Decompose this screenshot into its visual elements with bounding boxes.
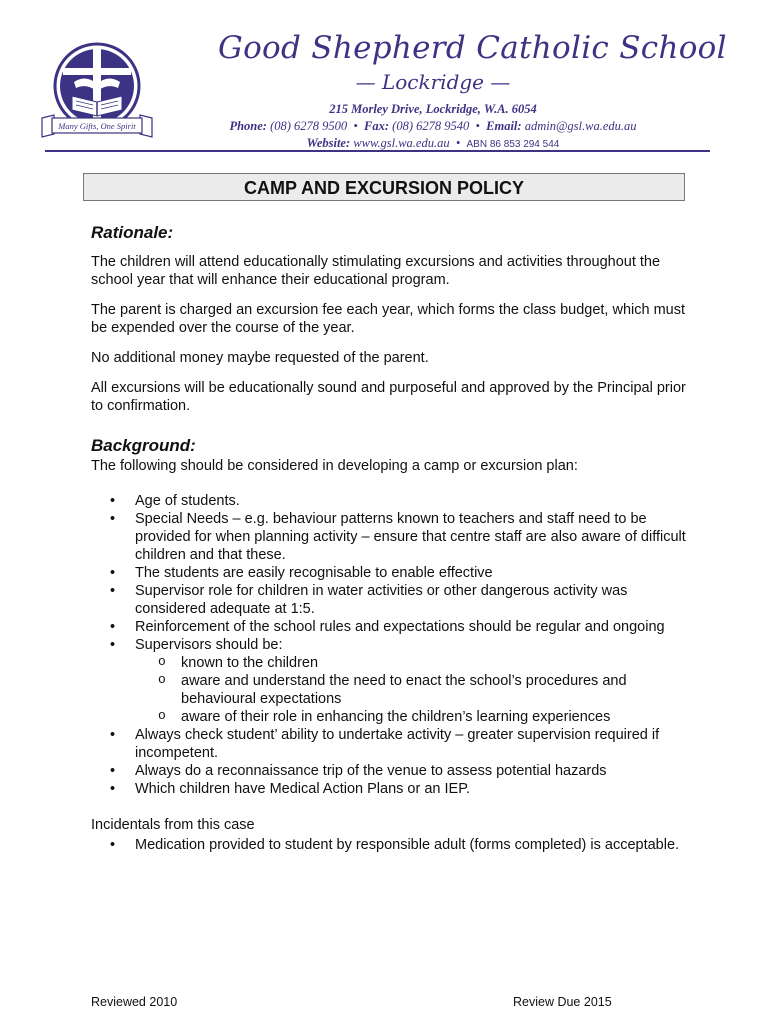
contact-line: Phone: (08) 6278 9500 • Fax: (08) 6278 9540 • Email: admin@gsl.wa.edu.au xyxy=(229,119,637,133)
list-item-label: Supervisors should be: xyxy=(135,637,283,653)
background-list xyxy=(91,492,691,798)
rationale-paragraph: All excursions will be educationally sound and purposeful and approved by the Principal prior to confirmation. xyxy=(91,380,686,414)
website-url[interactable]: www.gsl.wa.edu.au xyxy=(353,136,450,150)
rationale-paragraph: The children will attend educationally stimulating excursions and activities throughout the school year that will enhance their educational program. xyxy=(91,254,661,288)
sublist-item: o aware of their role in enhancing the children’s learning experiences xyxy=(181,708,691,726)
phone-number: (08) 6278 9500 xyxy=(270,119,348,133)
email-label: Email: xyxy=(486,119,522,133)
list-item: • Medication provided to student by responsible adult (forms completed) is acceptable. xyxy=(135,836,691,854)
sublist-item: o known to the children xyxy=(181,654,691,672)
email-address[interactable]: admin@gsl.wa.edu.au xyxy=(524,119,637,133)
review-due-date: Review Due 2015 xyxy=(513,995,612,1009)
list-item: • Reinforcement of the school rules and expectations should be regular and ongoing xyxy=(135,618,691,636)
rationale-heading: Rationale: xyxy=(91,223,174,242)
school-address: 215 Morley Drive, Lockridge, W.A. 6054 xyxy=(329,102,537,116)
fax-number: (08) 6278 9540 xyxy=(392,119,470,133)
background-heading: Background: xyxy=(91,436,196,455)
background-intro: The following should be considered in developing a camp or excursion plan: xyxy=(91,458,578,474)
school-crest-logo xyxy=(38,38,156,142)
header-divider xyxy=(45,150,710,152)
list-item: • Always do a reconnaissance trip of the venue to assess potential hazards xyxy=(135,762,691,780)
rationale-paragraph: The parent is charged an excursion fee each year, which forms the class budget, which must be expended over the course of the year. xyxy=(91,302,686,336)
list-item: • Supervisor role for children in water activities or other dangerous activity was considered adequate at 1:5. xyxy=(135,582,691,618)
list-item: • Age of students. xyxy=(135,492,691,510)
list-item: • Special Needs – e.g. behaviour patterns known to teachers and staff need to be provided for when planning activity – ensure that centre staff are also aware of difficult children and that these. xyxy=(135,510,691,564)
school-suburb: — Lockridge — xyxy=(355,70,511,94)
policy-title: CAMP AND EXCURSION POLICY xyxy=(83,173,685,201)
incidentals-intro: Incidentals from this case xyxy=(91,817,255,833)
list-item-supervisors xyxy=(135,636,691,726)
website-label: Website: xyxy=(306,136,351,150)
reviewed-date: Reviewed 2010 xyxy=(91,995,178,1009)
supervisor-sublist xyxy=(135,654,691,726)
abn-number: ABN 86 853 294 544 xyxy=(466,139,560,150)
policy-body xyxy=(91,222,691,854)
sublist-item: o aware and understand the need to enact the school’s procedures and behavioural expectations xyxy=(181,672,691,708)
fax-label: Fax: xyxy=(364,119,390,133)
logo-motto: Many Gifts, One Spirit xyxy=(58,121,136,131)
list-item: • Which children have Medical Action Plans or an IEP. xyxy=(135,780,691,798)
phone-label: Phone: xyxy=(229,119,267,133)
website-line: Website: www.gsl.wa.edu.au • ABN 86 853 294 544 xyxy=(306,136,560,150)
incidentals-list xyxy=(91,836,691,854)
school-name: Good Shepherd Catholic School xyxy=(218,30,727,66)
rationale-paragraph: No additional money maybe requested of the parent. xyxy=(91,350,429,366)
list-item: • Always check student’ ability to undertake activity – greater supervision required if incompetent. xyxy=(135,726,691,762)
list-item: • The students are easily recognisable to enable effective xyxy=(135,564,691,582)
